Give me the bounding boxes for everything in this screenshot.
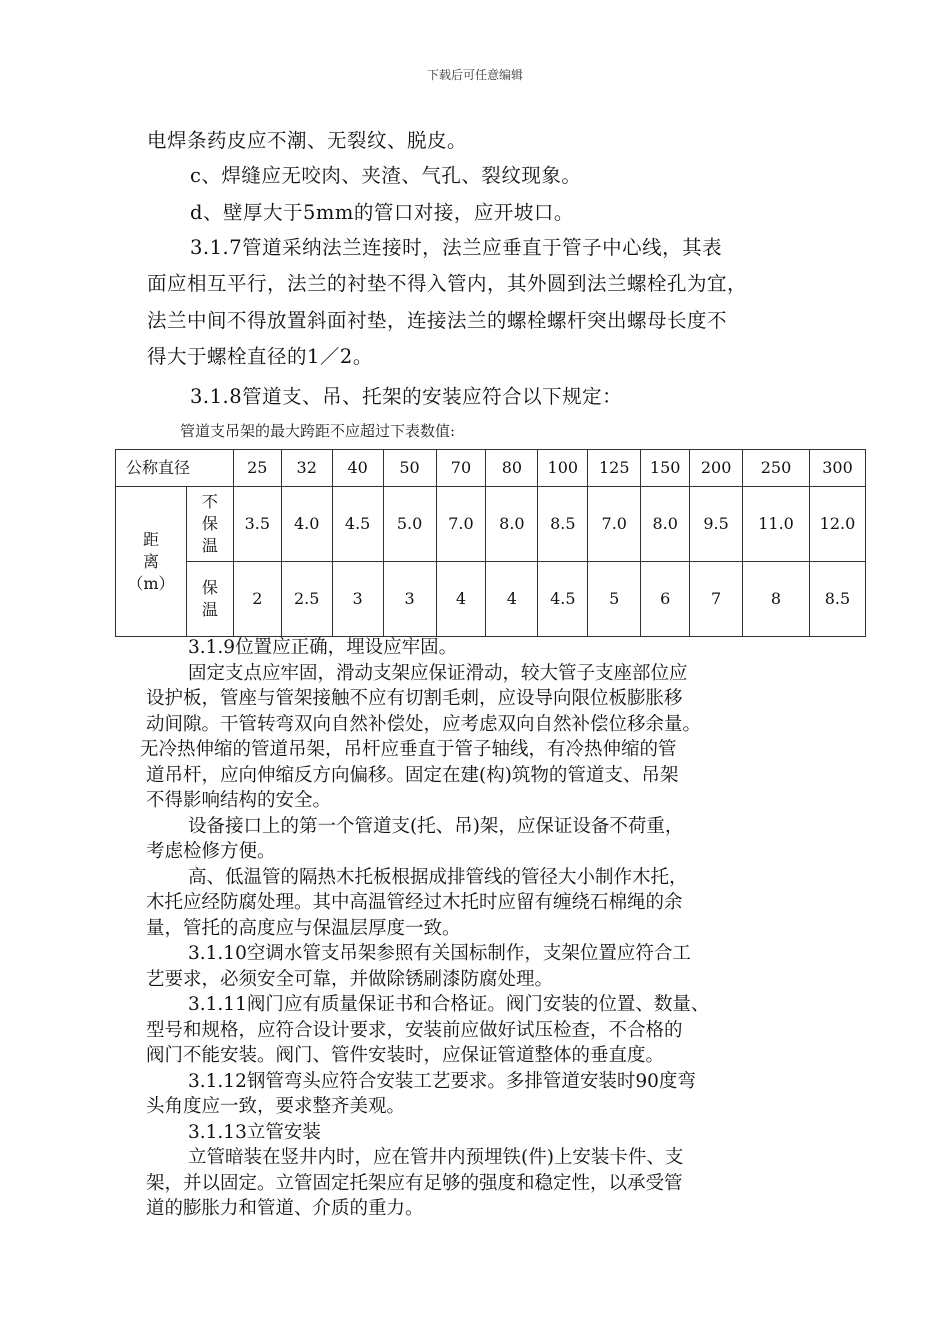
body-line: 型号和规格，应符合设计要求，安装前应做好试压检查，不合格的 [146, 1019, 683, 1041]
diameter-cell: 25 [233, 450, 281, 487]
span-value-cell: 9.5 [690, 487, 743, 562]
body-line: 头角度应一致，要求整齐美观。 [146, 1096, 406, 1117]
diameter-cell: 200 [690, 450, 743, 487]
paragraph-line: 面应相互平行，法兰的衬垫不得入管内，其外圆到法兰螺栓孔为宜， [147, 272, 748, 295]
body-line: 量，管托的高度应与保温层厚度一致。 [146, 917, 461, 939]
body-line: 立管暗装在竖井内时，应在管井内预埋铁(件)上安装卡件、支 [188, 1147, 684, 1168]
span-value-cell: 8.0 [486, 487, 538, 562]
span-value-cell: 8 [743, 562, 810, 637]
insulated-label: 保 温 [186, 562, 233, 637]
diameter-cell: 50 [383, 450, 436, 487]
diameter-cell: 300 [809, 450, 865, 487]
body-line: 3.1.12钢管弯头应符合安装工艺要求。多排管道安装时90度弯 [188, 1070, 696, 1092]
paragraph-line: 得大于螺栓直径的1／2。 [147, 345, 373, 368]
span-value-cell: 7.0 [588, 487, 641, 562]
paragraph-line: 法兰中间不得放置斜面衬垫，连接法兰的螺栓螺杆突出螺母长度不 [147, 309, 728, 332]
body-text [140, 635, 840, 1222]
diameter-cell: 80 [486, 450, 538, 487]
diameter-cell: 125 [588, 450, 641, 487]
paragraph-line: 电焊条药皮应不潮、无裂纹、脱皮。 [147, 129, 468, 152]
paragraph-line: 3.1.8管道支、吊、托架的安装应符合以下规定： [190, 385, 623, 408]
span-value-cell: 8.5 [538, 487, 588, 562]
paragraph-line: d、壁厚大于5mm的管口对接，应开坡口。 [190, 201, 574, 224]
span-value-cell: 8.5 [809, 562, 865, 637]
table-row-uninsulated [116, 487, 866, 562]
table-caption: 管道支吊架的最大跨距不应超过下表数值: [180, 422, 456, 440]
body-line: 动间隙。干管转弯双向自然补偿处，应考虑双向自然补偿位移余量。 [146, 713, 702, 735]
diameter-cell: 32 [281, 450, 332, 487]
nominal-diameter-label: 公称直径 [116, 450, 234, 487]
body-line: 3.1.10空调水管支吊架参照有关国标制作，支架位置应符合工 [188, 943, 691, 964]
table-row-insulated [116, 562, 866, 637]
body-line: 木托应经防腐处理。其中高温管经过木托时应留有缠绕石棉绳的余 [146, 892, 683, 913]
span-value-cell: 4.0 [281, 487, 332, 562]
diameter-cell: 70 [436, 450, 486, 487]
body-line: 3.1.11阀门应有质量保证书和合格证。阀门安装的位置、数量、 [188, 994, 710, 1015]
body-line: 高、低温管的隔热木托板根据成排管线的管径大小制作木托， [188, 866, 688, 888]
span-value-cell: 4 [486, 562, 538, 637]
body-line: 阀门不能安装。阀门、管件安装时，应保证管道整体的垂直度。 [146, 1045, 665, 1066]
diameter-cell: 100 [538, 450, 588, 487]
span-value-cell: 2 [233, 562, 281, 637]
body-line: 无冷热伸缩的管道吊架，吊杆应垂直于管子轴线，有冷热伸缩的管 [140, 739, 677, 760]
body-line: 艺要求，必须安全可靠，并做除锈刷漆防腐处理。 [146, 968, 554, 990]
body-line: 考虑检修方便。 [146, 841, 276, 862]
distance-label: 距 离 （m） [116, 487, 187, 637]
span-value-cell: 4.5 [332, 487, 383, 562]
span-table [115, 449, 866, 637]
paragraph-line: 3.1.7管道采纳法兰连接时，法兰应垂直于管子中心线，其表 [190, 236, 723, 259]
table-header-row [116, 450, 866, 487]
span-value-cell: 2.5 [281, 562, 332, 637]
body-line: 道吊杆，应向伸缩反方向偏移。固定在建(构)筑物的管道支、吊架 [146, 764, 679, 786]
span-value-cell: 4.5 [538, 562, 588, 637]
span-value-cell: 7.0 [436, 487, 486, 562]
body-line: 固定支点应牢固，滑动支架应保证滑动，较大管子支座部位应 [188, 662, 688, 684]
paragraph-line: c、焊缝应无咬肉、夹渣、气孔、裂纹现象。 [190, 164, 582, 187]
span-value-cell: 7 [690, 562, 743, 637]
span-value-cell: 3.5 [233, 487, 281, 562]
span-value-cell: 3 [383, 562, 436, 637]
diameter-cell: 150 [641, 450, 690, 487]
body-line: 架，并以固定。立管固定托架应有足够的强度和稳定性，以承受管 [146, 1172, 683, 1194]
body-line: 设护板，管座与管架接触不应有切割毛刺，应设导向限位板膨胀移 [146, 688, 683, 709]
span-value-cell: 3 [332, 562, 383, 637]
page-header: 下载后可任意编辑 [426, 68, 523, 82]
body-line: 3.1.13立管安装 [188, 1121, 321, 1143]
body-line: 不得影响结构的安全。 [146, 790, 332, 811]
span-value-cell: 5 [588, 562, 641, 637]
span-value-cell: 8.0 [641, 487, 690, 562]
span-value-cell: 4 [436, 562, 486, 637]
uninsulated-label: 不 保 温 [186, 487, 233, 562]
span-value-cell: 6 [641, 562, 690, 637]
body-line: 设备接口上的第一个管道支(托、吊)架，应保证设备不荷重， [188, 815, 684, 837]
body-line: 3.1.9位置应正确，埋设应牢固。 [188, 637, 458, 658]
span-value-cell: 12.0 [809, 487, 865, 562]
body-line: 道的膨胀力和管道、介质的重力。 [146, 1198, 424, 1219]
diameter-cell: 250 [743, 450, 810, 487]
span-value-cell: 11.0 [743, 487, 810, 562]
span-value-cell: 5.0 [383, 487, 436, 562]
diameter-cell: 40 [332, 450, 383, 487]
